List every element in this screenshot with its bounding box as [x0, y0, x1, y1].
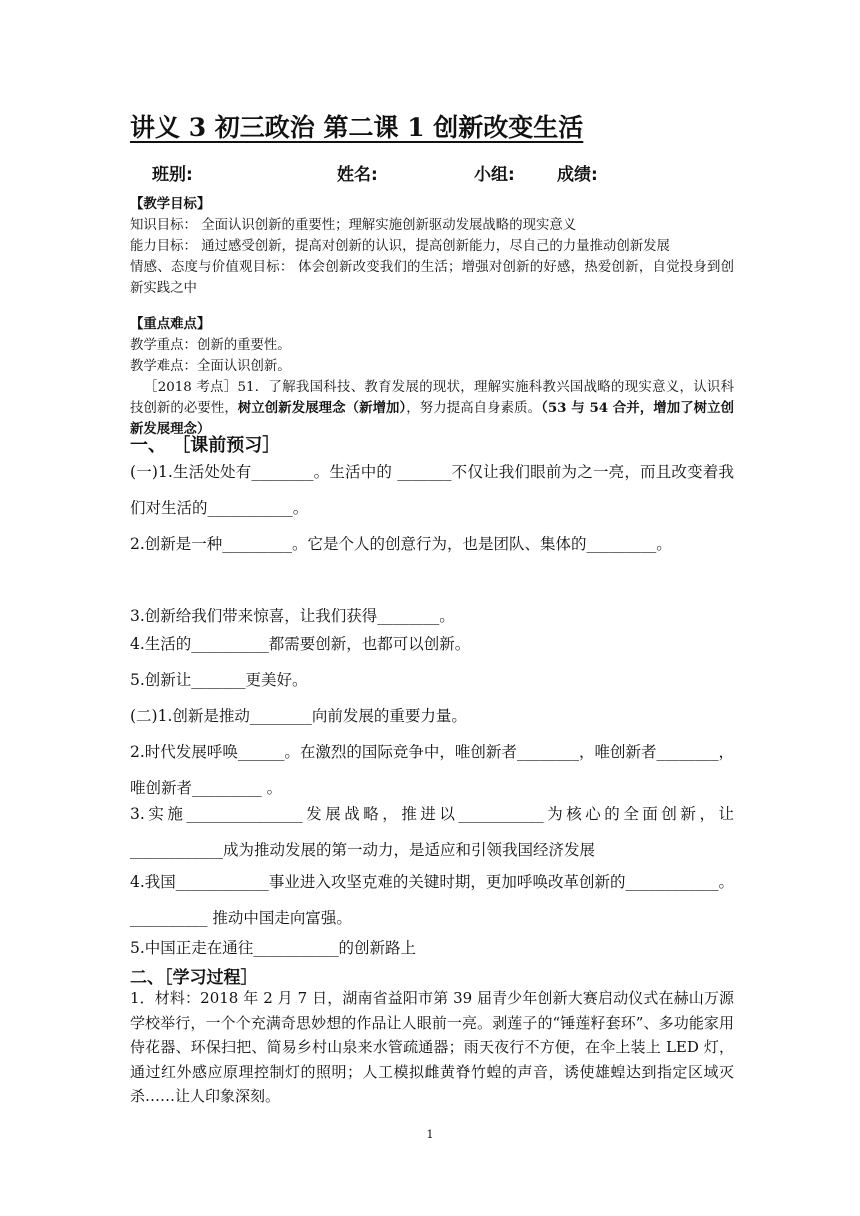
- exam-point-mid: ，努力提高自身素质。: [406, 401, 542, 416]
- preview-item-4: 4.生活的__________都需要创新，也都可以创新。: [130, 635, 471, 653]
- page-number: 1: [426, 1128, 434, 1141]
- emotion-objective: 情感、态度与价值观目标： 体会创新改变我们的生活；增强对创新的好感，热爱创新，自觉投身到创新实践之中: [130, 260, 734, 296]
- preview-item-5: 5.创新让_______更美好。: [130, 671, 308, 689]
- exam-point-new: 树立创新发展理念（新增加）: [237, 400, 407, 416]
- objectives-heading: 【教学目标】: [130, 196, 211, 212]
- exam-point-text: ［2018 考点］51．了解我国科技、教育发展的现状，理解实施科教兴国战略的现实意义，认识科技创新的必要性，: [130, 380, 734, 416]
- group-label: 小组:: [474, 165, 515, 185]
- objectives-section: [130, 194, 734, 299]
- teaching-difficulty: 教学难点：全面认识创新。: [130, 359, 291, 374]
- material-paragraph: 1．材料：2018 年 2 月 7 日，湖南省益阳市第 39 届青少年创新大赛启动仪式在赫山万源学校举行，一个个充满奇思妙想的作品让人眼前一亮。剥莲子的“锤莲籽套环”、多功能家用侍花器、环保扫把、简易乡村山泉来水管疏通器；雨天夜行不方便，在伞上装上 LED 灯，通过红外感应原理控制灯的照明；人工模拟雌黄脊竹蝗的声音，诱使雄蝗达到指定区域灭杀……让人印象深刻。: [130, 989, 734, 1105]
- ability-objective: 能力目标： 通过感受创新，提高对创新的认识，提高创新能力，尽自己的力量推动创新发展: [130, 239, 670, 254]
- preview-item-3: 3.创新给我们带来惊喜，让我们获得________。: [130, 607, 455, 625]
- preview-item-9: 4.我国____________事业进入攻坚克难的关键时期，更加呼唤改革创新的____________。__________ 推动中国走向富强。: [130, 873, 734, 927]
- preview-item-10: 5.中国正走在通往___________的创新路上: [130, 939, 417, 957]
- preview-item-7: 2.时代发展呼唤______。在激烈的国际竞争中，唯创新者________，唯创新者________，唯创新者_________ 。: [130, 743, 734, 797]
- keypoints-heading: 【重点难点】: [130, 316, 211, 332]
- preview-item-2: 2.创新是一种_________。它是个人的创意行为，也是团队、集体的_________。: [130, 535, 672, 553]
- page-title: 讲义 3 初三政治 第二课 1 创新改变生活: [130, 113, 584, 142]
- preview-item-8: 3.实施_______________发展战略，推进以___________为核心的全面创新，让____________成为推动发展的第一动力，是适应和引领我国经济发展: [130, 805, 734, 859]
- knowledge-objective: 知识目标： 全面认识创新的重要性；理解实施创新驱动发展战略的现实意义: [130, 218, 577, 233]
- teaching-focus: 教学重点：创新的重要性。: [130, 338, 291, 353]
- class-label: 班别:: [152, 165, 193, 185]
- preview-item-1: (一)1.生活处处有________。生活中的 _______不仅让我们眼前为之一亮，而且改变着我们对生活的___________。: [130, 463, 734, 517]
- score-label: 成绩:: [557, 165, 598, 185]
- section1-heading: 一、 ［课前预习］: [130, 435, 281, 456]
- section2-heading: 二、［学习过程］: [130, 968, 258, 988]
- name-label: 姓名:: [337, 165, 378, 185]
- preview-item-6: (二)1.创新是推动________向前发展的重要力量。: [130, 707, 467, 725]
- keypoints-section: [130, 314, 734, 440]
- exam-point-merge: （53 与 54 合并，增加了树立创新发展理念）: [130, 400, 735, 437]
